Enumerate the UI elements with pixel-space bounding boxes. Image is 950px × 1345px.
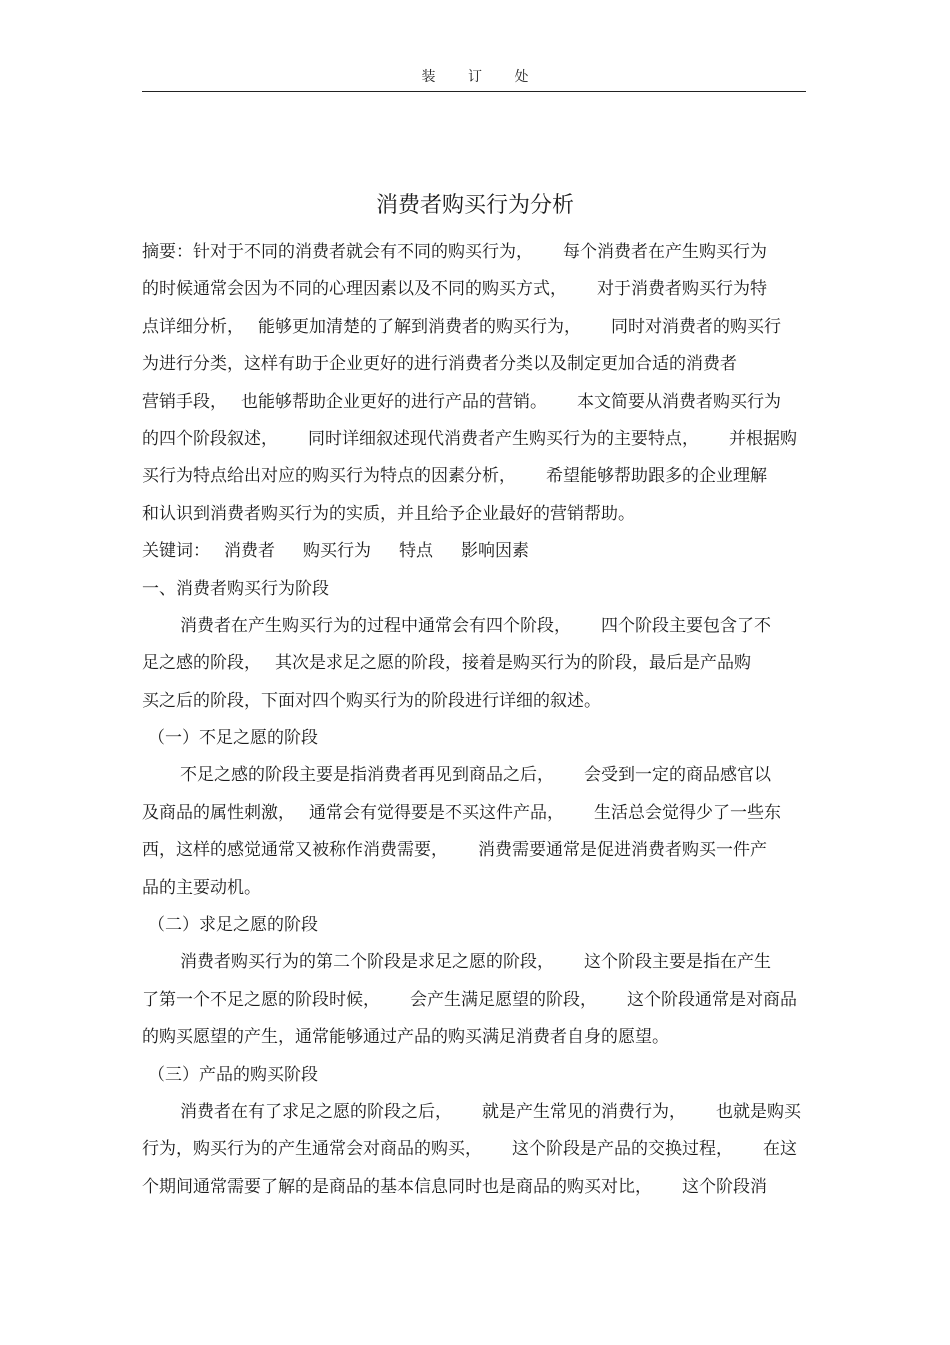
- header-char: 装: [421, 69, 436, 85]
- abstract-line: 和认识到消费者购买行为的实质，并且给予企业最好的营销帮助。: [142, 503, 635, 524]
- keyword: 影响因素: [461, 541, 529, 562]
- abstract-line: 的四个阶段叙述， 同时详细叙述现代消费者产生购买行为的主要特点， 并根据购: [142, 428, 797, 449]
- header-char: 订: [468, 69, 482, 85]
- abstract-line: 营销手段， 也能够帮助企业更好的进行产品的营销。 本文简要从消费者购买行为: [142, 391, 781, 412]
- keyword: 特点: [399, 541, 433, 562]
- subsection-heading: （三）产品的购买阶段: [148, 1064, 318, 1085]
- paragraph-line: 西，这样的感觉通常又被称作消费需要， 消费需要通常是促进消费者购买一件产: [142, 840, 767, 861]
- paragraph-line: 买之后的阶段，下面对四个购买行为的阶段进行详细的叙述。: [142, 690, 601, 711]
- paragraph-line: 的购买愿望的产生，通常能够通过产品的购买满足消费者自身的愿望。: [142, 1027, 669, 1048]
- binding-header: [0, 66, 950, 86]
- header-char: 处: [514, 69, 529, 85]
- keyword: 消费者: [224, 541, 275, 562]
- paragraph-line: 足之感的阶段， 其次是求足之愿的阶段，接着是购买行为的阶段，最后是产品购: [142, 653, 751, 674]
- paragraph-line: 了第一个不足之愿的阶段时候， 会产生满足愿望的阶段， 这个阶段通常是对商品: [142, 989, 797, 1010]
- document-title: 消费者购买行为分析: [375, 193, 574, 218]
- abstract-line: 为进行分类，这样有助于企业更好的进行消费者分类以及制定更加合适的消费者: [142, 354, 737, 375]
- paragraph-line: 及商品的属性刺激， 通常会有觉得要是不买这件产品， 生活总会觉得少了一些东: [142, 802, 781, 823]
- subsection-heading: （一）不足之愿的阶段: [148, 728, 318, 749]
- keywords-label: 关键词：: [142, 541, 210, 562]
- section-heading: 一、消费者购买行为阶段: [142, 578, 329, 599]
- paragraph-line: 不足之感的阶段主要是指消费者再见到商品之后， 会受到一定的商品感官以: [180, 765, 771, 786]
- paragraph-line: 品的主要动机。: [142, 877, 261, 898]
- header-rule: [142, 91, 806, 92]
- paragraph-line: 消费者购买行为的第二个阶段是求足之愿的阶段， 这个阶段主要是指在产生: [180, 952, 771, 973]
- paragraph-line: 消费者在产生购买行为的过程中通常会有四个阶段， 四个阶段主要包含了不: [180, 615, 771, 636]
- abstract-line: 买行为特点给出对应的购买行为特点的因素分析， 希望能够帮助跟多的企业理解: [142, 466, 767, 487]
- keyword: 购买行为: [303, 541, 371, 562]
- paragraph-line: 消费者在有了求足之愿的阶段之后， 就是产生常见的消费行为， 也就是购买: [180, 1101, 801, 1122]
- paragraph-line: 个期间通常需要了解的是商品的基本信息同时也是商品的购买对比， 这个阶段消: [142, 1176, 767, 1197]
- abstract-line: 摘要：针对于不同的消费者就会有不同的购买行为， 每个消费者在产生购买行为: [142, 242, 767, 262]
- abstract-line: 的时候通常会因为不同的心理因素以及不同的购买方式， 对于消费者购买行为特: [142, 279, 767, 300]
- document-body: [142, 234, 806, 1206]
- abstract-line: 点详细分析， 能够更加清楚的了解到消费者的购买行为， 同时对消费者的购买行: [142, 316, 781, 337]
- keywords-line: [142, 533, 806, 570]
- paragraph-line: 行为，购买行为的产生通常会对商品的购买， 这个阶段是产品的交换过程， 在这: [142, 1139, 797, 1160]
- subsection-heading: （二）求足之愿的阶段: [148, 915, 318, 936]
